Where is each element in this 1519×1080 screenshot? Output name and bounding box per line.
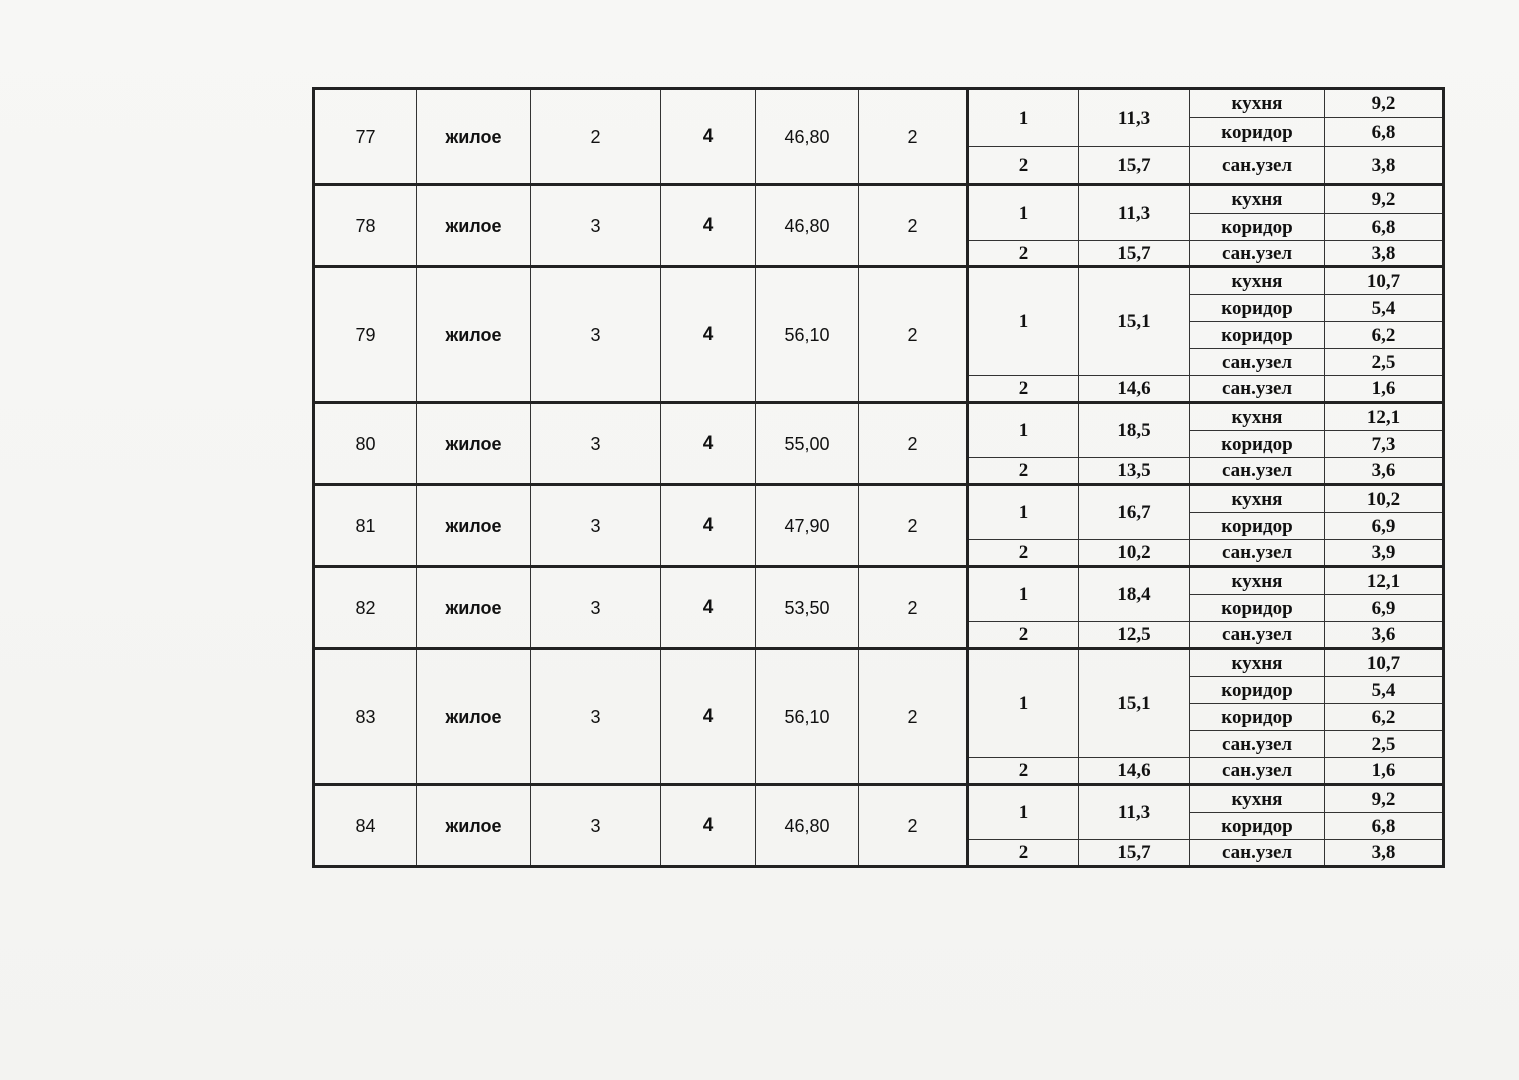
apartment-area: 46,80	[756, 89, 859, 185]
apartment-group	[314, 89, 1444, 185]
room-number: 1	[968, 649, 1079, 758]
apartment-rooms: 2	[859, 567, 968, 649]
table-row	[314, 649, 1444, 677]
apartment-number: 82	[314, 567, 417, 649]
room-number: 1	[968, 185, 1079, 241]
table-row	[314, 89, 1444, 118]
room-area: 13,5	[1079, 458, 1190, 485]
room-area: 18,5	[1079, 403, 1190, 458]
room-number: 2	[968, 241, 1079, 267]
aux-room-name: сан.узел	[1190, 376, 1325, 403]
apartment-area: 46,80	[756, 185, 859, 267]
room-area: 15,7	[1079, 147, 1190, 185]
room-area: 14,6	[1079, 758, 1190, 785]
room-number: 2	[968, 458, 1079, 485]
aux-room-name: сан.узел	[1190, 241, 1325, 267]
room-area: 12,5	[1079, 622, 1190, 649]
apartment-group	[314, 785, 1444, 867]
aux-room-name: коридор	[1190, 513, 1325, 540]
room-area: 15,7	[1079, 241, 1190, 267]
aux-room-name: кухня	[1190, 485, 1325, 513]
aux-room-area: 12,1	[1325, 403, 1444, 431]
aux-room-area: 2,5	[1325, 731, 1444, 758]
room-number: 1	[968, 485, 1079, 540]
aux-room-name: кухня	[1190, 567, 1325, 595]
apartment-area: 53,50	[756, 567, 859, 649]
aux-room-name: коридор	[1190, 431, 1325, 458]
room-number: 1	[968, 567, 1079, 622]
room-area: 11,3	[1079, 89, 1190, 147]
room-area: 10,2	[1079, 540, 1190, 567]
apartment-section: 4	[661, 485, 756, 567]
room-number: 2	[968, 758, 1079, 785]
aux-room-name: коридор	[1190, 322, 1325, 349]
room-area: 16,7	[1079, 485, 1190, 540]
apartment-group	[314, 485, 1444, 567]
apartment-type: жилое	[417, 785, 531, 867]
aux-room-area: 9,2	[1325, 89, 1444, 118]
aux-room-name: коридор	[1190, 813, 1325, 840]
apartment-number: 79	[314, 267, 417, 403]
aux-room-area: 1,6	[1325, 376, 1444, 403]
aux-room-area: 6,2	[1325, 322, 1444, 349]
aux-room-name: коридор	[1190, 295, 1325, 322]
aux-room-name: коридор	[1190, 595, 1325, 622]
apartment-floor: 3	[531, 403, 661, 485]
apartment-section: 4	[661, 185, 756, 267]
apartment-floor: 3	[531, 649, 661, 785]
aux-room-name: коридор	[1190, 118, 1325, 147]
aux-room-name: сан.узел	[1190, 458, 1325, 485]
apartment-group	[314, 567, 1444, 649]
apartment-area: 46,80	[756, 785, 859, 867]
apartment-floor: 3	[531, 267, 661, 403]
room-area: 11,3	[1079, 785, 1190, 840]
aux-room-name: кухня	[1190, 267, 1325, 295]
aux-room-area: 10,7	[1325, 267, 1444, 295]
apartment-section: 4	[661, 89, 756, 185]
apartment-section: 4	[661, 267, 756, 403]
aux-room-area: 3,8	[1325, 241, 1444, 267]
apartment-floor: 3	[531, 185, 661, 267]
apartment-number: 80	[314, 403, 417, 485]
aux-room-name: кухня	[1190, 89, 1325, 118]
aux-room-area: 9,2	[1325, 185, 1444, 214]
aux-room-area: 1,6	[1325, 758, 1444, 785]
apartment-type: жилое	[417, 567, 531, 649]
apartment-section: 4	[661, 567, 756, 649]
apartment-area: 56,10	[756, 267, 859, 403]
aux-room-area: 10,2	[1325, 485, 1444, 513]
room-area: 15,7	[1079, 840, 1190, 867]
apartment-group	[314, 403, 1444, 485]
aux-room-name: кухня	[1190, 649, 1325, 677]
aux-room-area: 6,2	[1325, 704, 1444, 731]
apartment-type: жилое	[417, 485, 531, 567]
aux-room-area: 3,8	[1325, 147, 1444, 185]
apartment-group	[314, 267, 1444, 403]
aux-room-name: сан.узел	[1190, 540, 1325, 567]
table-row	[314, 785, 1444, 813]
room-number: 2	[968, 376, 1079, 403]
apartment-floor: 3	[531, 567, 661, 649]
apartment-floor: 3	[531, 485, 661, 567]
apartment-number: 81	[314, 485, 417, 567]
aux-room-name: кухня	[1190, 785, 1325, 813]
apartment-section: 4	[661, 785, 756, 867]
table-row	[314, 267, 1444, 295]
table-row	[314, 403, 1444, 431]
room-area: 15,1	[1079, 649, 1190, 758]
apartments-table	[312, 87, 1445, 868]
room-number: 1	[968, 267, 1079, 376]
aux-room-area: 3,6	[1325, 622, 1444, 649]
aux-room-area: 3,6	[1325, 458, 1444, 485]
apartment-rooms: 2	[859, 649, 968, 785]
apartment-rooms: 2	[859, 89, 968, 185]
room-number: 2	[968, 147, 1079, 185]
apartment-floor: 2	[531, 89, 661, 185]
apartment-area: 56,10	[756, 649, 859, 785]
apartment-area: 47,90	[756, 485, 859, 567]
apartment-type: жилое	[417, 267, 531, 403]
aux-room-name: сан.узел	[1190, 758, 1325, 785]
aux-room-name: коридор	[1190, 677, 1325, 704]
room-number: 1	[968, 403, 1079, 458]
apartment-rooms: 2	[859, 403, 968, 485]
aux-room-name: сан.узел	[1190, 840, 1325, 867]
aux-room-area: 5,4	[1325, 677, 1444, 704]
apartment-type: жилое	[417, 89, 531, 185]
aux-room-area: 6,8	[1325, 214, 1444, 241]
aux-room-name: коридор	[1190, 214, 1325, 241]
room-number: 1	[968, 89, 1079, 147]
table-row	[314, 567, 1444, 595]
apartment-rooms: 2	[859, 485, 968, 567]
aux-room-area: 7,3	[1325, 431, 1444, 458]
apartment-rooms: 2	[859, 785, 968, 867]
apartment-number: 77	[314, 89, 417, 185]
room-area: 14,6	[1079, 376, 1190, 403]
table-row	[314, 485, 1444, 513]
table-row	[314, 185, 1444, 214]
aux-room-name: сан.узел	[1190, 349, 1325, 376]
aux-room-area: 2,5	[1325, 349, 1444, 376]
apartment-section: 4	[661, 403, 756, 485]
room-area: 11,3	[1079, 185, 1190, 241]
aux-room-area: 5,4	[1325, 295, 1444, 322]
room-number: 2	[968, 840, 1079, 867]
aux-room-area: 6,9	[1325, 513, 1444, 540]
room-area: 18,4	[1079, 567, 1190, 622]
aux-room-name: сан.узел	[1190, 622, 1325, 649]
room-area: 15,1	[1079, 267, 1190, 376]
aux-room-area: 12,1	[1325, 567, 1444, 595]
aux-room-name: кухня	[1190, 403, 1325, 431]
apartment-rooms: 2	[859, 185, 968, 267]
apartment-section: 4	[661, 649, 756, 785]
apartment-group	[314, 649, 1444, 785]
aux-room-area: 6,8	[1325, 118, 1444, 147]
apartment-number: 83	[314, 649, 417, 785]
aux-room-name: сан.узел	[1190, 731, 1325, 758]
room-number: 2	[968, 540, 1079, 567]
aux-room-area: 6,9	[1325, 595, 1444, 622]
apartment-type: жилое	[417, 185, 531, 267]
aux-room-name: коридор	[1190, 704, 1325, 731]
apartment-type: жилое	[417, 649, 531, 785]
apartment-type: жилое	[417, 403, 531, 485]
apartment-floor: 3	[531, 785, 661, 867]
aux-room-name: кухня	[1190, 185, 1325, 214]
room-number: 2	[968, 622, 1079, 649]
apartment-number: 84	[314, 785, 417, 867]
aux-room-area: 6,8	[1325, 813, 1444, 840]
aux-room-area: 10,7	[1325, 649, 1444, 677]
aux-room-name: сан.узел	[1190, 147, 1325, 185]
room-number: 1	[968, 785, 1079, 840]
aux-room-area: 9,2	[1325, 785, 1444, 813]
apartment-area: 55,00	[756, 403, 859, 485]
apartment-number: 78	[314, 185, 417, 267]
apartment-group	[314, 185, 1444, 267]
aux-room-area: 3,9	[1325, 540, 1444, 567]
aux-room-area: 3,8	[1325, 840, 1444, 867]
apartment-rooms: 2	[859, 267, 968, 403]
